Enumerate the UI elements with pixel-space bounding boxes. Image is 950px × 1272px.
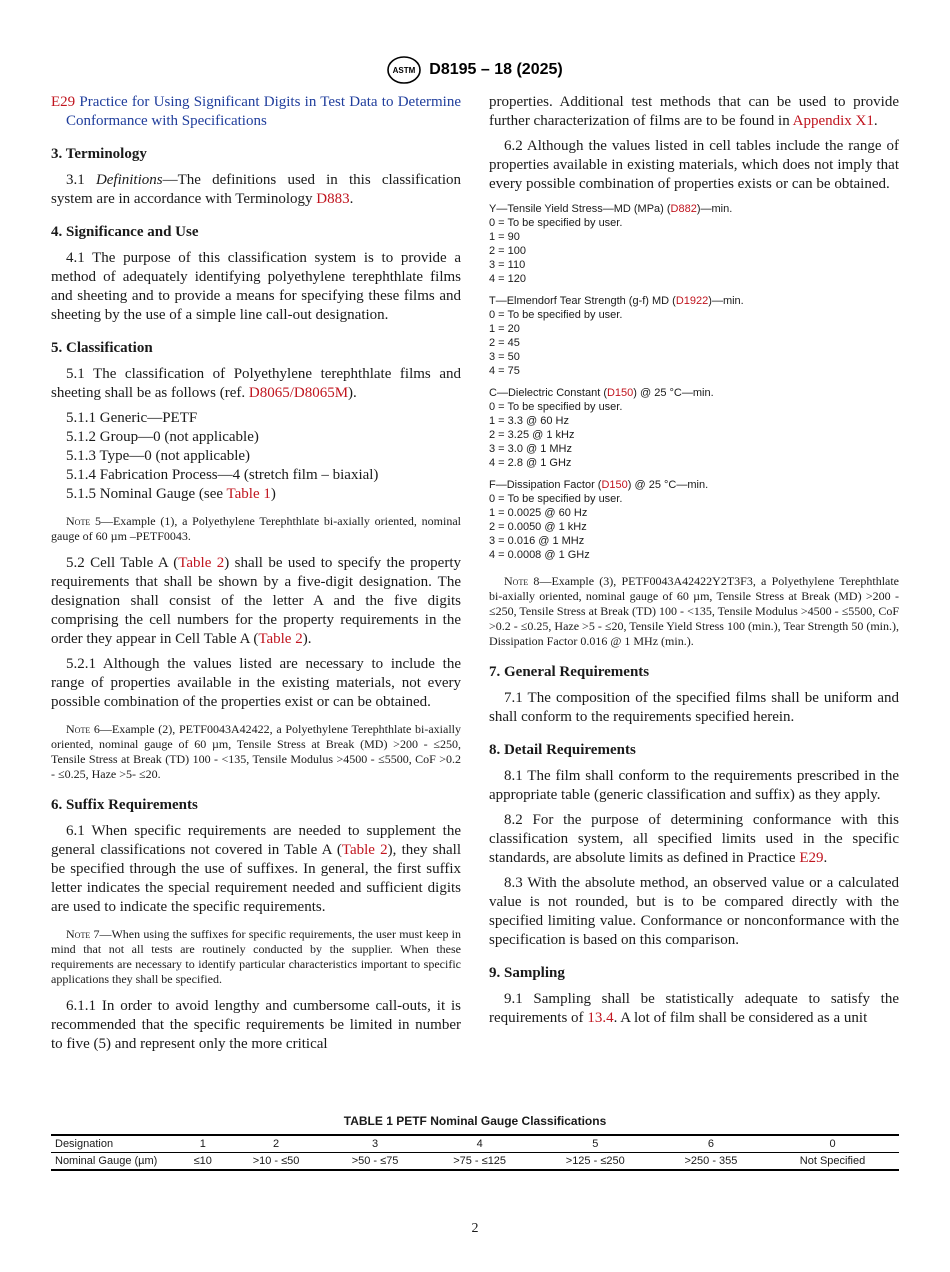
table-header-cell: 0 [829,1138,836,1150]
note-6: Note 6—Example (2), PETF0043A42422, a Polyethylene Terephthlate bi-axially oriented, nominal gauge of 60 µm, Tensile Stress at Break (MD) >200 - ≤250, Tensile Stress at Break (TD) 100 - <135, Tensile Modulus >4500 - ≤5500, CoF >0.2 - ≤0.25, Haze >5- ≤20. [51,722,461,781]
paragraph-7-1: 7.1 The composition of the specified films shall be uniform and shall conform to the requirements specified herein. [489,690,899,725]
d882-link[interactable]: D882 [670,203,697,215]
spec-line: 3 = 0.016 @ 1 MHz [489,535,585,547]
list-item: 5.1.3 Type—0 (not applicable) [66,448,251,464]
paragraph-3-1: 3.1 Definitions—The definitions used in this classification system are in accordance with Terminology D883. [51,172,461,207]
paragraph-6-1-1: 6.1.1 In order to avoid lengthy and cumbersome call-outs, it is recommended that the specific requirements be limited in number to five (5) and represent only the more critical [51,998,461,1052]
page-number: 2 [471,1221,479,1236]
paragraph-6-1: 6.1 When specific requirements are needed to supplement the general classifications not covered in Table A (Table 2), they shall be specified through the use of suffixes. In general, the first suffix letter indicates the special requirement needed and sufficient digits are used to indicate the specific requirements. [51,823,461,915]
note-5: Note 5—Example (1), a Polyethylene Terephthlate bi-axially oriented, nominal gauge of 60 µm –PETF0043. [51,514,461,543]
svg-text:ASTM: ASTM [392,66,416,75]
table-1 [51,1114,899,1171]
table-header-row [51,1135,899,1153]
table-2-link[interactable]: Table 2 [178,555,225,571]
paragraph-5-1: 5.1 The classification of Polyethylene terephthlate films and sheeting shall be as follows (ref. D8065/D8065M). [51,366,461,401]
table-2-link[interactable]: Table 2 [258,631,303,647]
table-header-cell: 4 [476,1138,483,1150]
spec-line: 0 = To be specified by user. [489,217,623,229]
table-2-link[interactable]: Table 2 [341,842,388,858]
spec-line: 2 = 0.0050 @ 1 kHz [489,521,587,533]
table-cell: >75 - ≤125 [453,1155,507,1167]
section-9-heading: 9. Sampling [489,965,565,981]
table-1-link[interactable]: Table 1 [226,486,271,502]
table-cell: Not Specified [799,1155,866,1167]
paragraph-8-2: 8.2 For the purpose of determining conformance with this classification system, all specified limits used in the specific standards, are absolute limits as defined in Practice E29. [489,812,899,866]
paragraph-6-2: 6.2 Although the values listed in cell tables include the range of properties available in existing materials, which does not imply that every possible combination of properties exists or can be obtained. [489,138,899,192]
d8065-link[interactable]: D8065/D8065M [248,385,349,401]
left-column [51,93,461,1060]
note-7: Note 7—When using the suffixes for specific requirements, the user must keep in mind that not all tests are routinely conducted by the supplier. When these requirements are necessary to identify particular characteristics important to specific applications they shall be specified. [51,927,462,986]
section-5-heading: 5. Classification [51,340,153,356]
table-cell: ≤10 [193,1155,212,1167]
ref-e29-title-link[interactable]: Practice for Using Significant Digits in Test Data to Determine Conformance with Specifications [66,94,462,129]
spec-line: 0 = To be specified by user. [489,401,623,413]
spec-line: 2 = 3.25 @ 1 kHz [489,429,575,441]
table-cell: >250 - 355 [684,1155,738,1167]
paragraph-5-2-1: 5.2.1 Although the values listed are necessary to include the range of properties available in the existing materials, not every possible combination of the properties exist or can be obtained. [51,656,461,710]
spec-line: 1 = 0.0025 @ 60 Hz [489,507,588,519]
list-item: 5.1.2 Group—0 (not applicable) [66,429,259,445]
list-item: 5.1.5 Nominal Gauge (see Table 1) [66,486,276,502]
spec-line: 4 = 120 [489,273,527,285]
section-3-heading: 3. Terminology [51,146,147,162]
spec-line: 4 = 2.8 @ 1 GHz [489,457,572,469]
paragraph-8-1: 8.1 The film shall conform to the requirements prescribed in the appropriate table (generic classification and suffix) as they apply. [489,768,899,803]
spec-line: 0 = To be specified by user. [489,493,623,505]
section-13-4-link[interactable]: 13.4 [587,1010,614,1026]
spec-line: 2 = 45 [489,337,520,349]
ref-e29-code-link[interactable]: E29 [51,94,76,110]
section-4-heading: 4. Significance and Use [51,224,199,240]
list-item: 5.1.1 Generic—PETF [66,410,198,426]
spec-block-tear-strength: T—Elmendorf Tear Strength (g-f) MD (D1922)—min. 0 = To be specified by user. 1 = 20 2 = 45 3 = 50 4 = 75 [489,294,899,378]
paragraph-continued: properties. Additional test methods that can be used to provide further characterization of films are to be found in Appendix X1. [489,94,899,129]
table-header-cell: 5 [592,1138,599,1150]
section-8-heading: 8. Detail Requirements [489,742,636,758]
spec-block-dissipation-factor: F—Dissipation Factor (D150) @ 25 °C—min. 0 = To be specified by user. 1 = 0.0025 @ 60 Hz 2 = 0.0050 @ 1 kHz 3 = 0.016 @ 1 MHz 4 = 0.0008 @ 1 GHz [489,478,899,562]
spec-line: 4 = 75 [489,365,520,377]
spec-line: 3 = 50 [489,351,520,363]
table-header-cell: 3 [372,1138,379,1150]
section-7-heading: 7. General Requirements [489,664,650,680]
d883-link[interactable]: D883 [316,191,350,207]
reference-e29 [51,93,461,131]
d1922-link[interactable]: D1922 [675,295,709,307]
table-cell: Nominal Gauge (µm) [55,1155,158,1167]
note-8: Note 8—Example (3), PETF0043A42422Y2T3F3, a Polyethylene Terephthlate bi-axially oriented, nominal gauge of 60 µm, Tensile Stress at Break (MD) >200 - ≤250, Tensile Stress at Break (TD) 100 - <135, Tensile Modulus >4500 - ≤5500, CoF >0.2 - ≤0.25, Haze >5 - ≤20, Tensile Yield Stress 100 (min.), Tear Strength 50 (min.), Dissipation Factor 0.016 @ 1 MHz (min.). [489,574,900,648]
table-header-cell: 6 [707,1138,714,1150]
term-definitions: Definitions [95,172,163,188]
paragraph-8-3: 8.3 With the absolute method, an observed value or a calculated value is not rounded, but is to be compared directly with the specified limiting value. Conformance or nonconformance with the specification is based on this comparison. [489,875,899,948]
spec-line: 3 = 3.0 @ 1 MHz [489,443,573,455]
table-1-title: TABLE 1 PETF Nominal Gauge Classifications [343,1114,607,1128]
table-cell: >10 - ≤50 [252,1155,300,1167]
spec-block-dielectric-constant: C—Dielectric Constant (D150) @ 25 °C—min. 0 = To be specified by user. 1 = 3.3 @ 60 Hz 2 = 3.25 @ 1 kHz 3 = 3.0 @ 1 MHz 4 = 2.8 @ 1 GHz [489,386,899,470]
paragraph-5-2: 5.2 Cell Table A (Table 2) shall be used to specify the property requirements that shall be shown by a five-digit designation. The designation shall consist of the letter A and the five digits comprising the cell numbers for the property requirements in the order they appear in Cell Table A (Table 2). [51,555,461,647]
table-row [51,1153,899,1171]
spec-line: 1 = 90 [489,231,520,243]
spec-line: 1 = 3.3 @ 60 Hz [489,415,569,427]
paragraph-9-1: 9.1 Sampling shall be statistically adequate to satisfy the requirements of 13.4. A lot of film shall be considered as a unit [489,991,899,1026]
paragraph-4-1: 4.1 The purpose of this classification system is to provide a method of adequately identifying polyethylene terephthlate films and sheeting and to provide a means for specifying these films and sheeting by the use of a simple line call-out designation. [51,250,461,323]
document-designation: D8195 – 18 (2025) [429,61,563,78]
section-6-heading: 6. Suffix Requirements [51,797,198,813]
table-header-cell: Designation [55,1138,114,1150]
list-item: 5.1.4 Fabrication Process—4 (stretch film – biaxial) [66,467,379,483]
right-column [489,93,899,1034]
table-cell: >125 - ≤250 [565,1155,625,1167]
spec-line: 3 = 110 [489,259,526,271]
d150-link[interactable]: D150 [601,479,628,491]
spec-line: 2 = 100 [489,245,527,257]
table-cell: >50 - ≤75 [351,1155,399,1167]
spec-line: 0 = To be specified by user. [489,309,623,321]
appendix-x1-link[interactable]: Appendix X1 [792,113,874,129]
astm-logo-icon [387,56,421,84]
spec-block-tensile-yield: Y—Tensile Yield Stress—MD (MPa) (D882)—min. 0 = To be specified by user. 1 = 90 2 = 100 3 = 110 4 = 120 [489,202,899,286]
classification-list [51,409,461,504]
spec-line: 4 = 0.0008 @ 1 GHz [489,549,590,561]
table-header-cell: 1 [199,1138,206,1150]
table-header-cell: 2 [273,1138,280,1150]
spec-line: 1 = 20 [489,323,520,335]
gauge-classification-table [51,1134,899,1171]
page-header [0,56,950,84]
e29-link[interactable]: E29 [799,850,824,866]
d150-link[interactable]: D150 [606,387,634,399]
